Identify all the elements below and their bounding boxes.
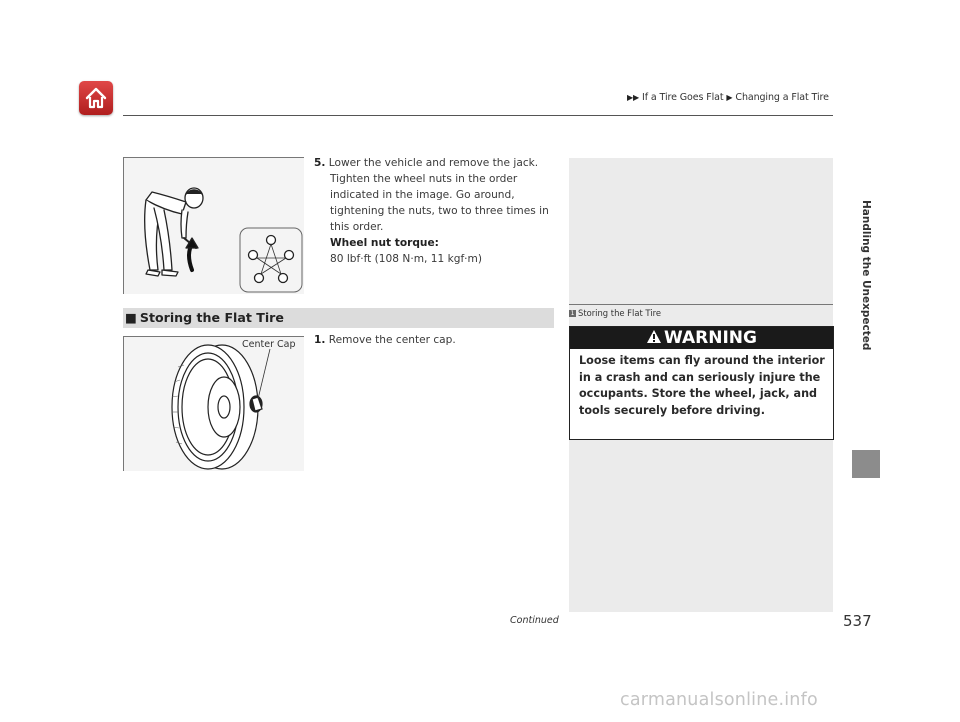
step-5-number: 5. [314, 157, 326, 169]
section-heading [123, 308, 554, 328]
continued-label: Continued [510, 615, 559, 626]
step-1 [314, 334, 456, 346]
warning-header [570, 327, 833, 349]
side-tab-text: Handling the Unexpected [860, 200, 872, 351]
page-number: 537 [843, 612, 872, 630]
spare-tire-illustration [123, 336, 304, 471]
breadcrumb [627, 92, 829, 103]
step-1-number: 1. [314, 334, 326, 346]
side-tab-label [858, 200, 872, 430]
note-rule [569, 304, 833, 305]
step-5 [314, 155, 554, 267]
breadcrumb-item-flat-tire[interactable]: If a Tire Goes Flat [642, 92, 724, 103]
wheel-nut-illustration [123, 157, 304, 294]
header-rule [123, 115, 833, 116]
warning-icon [646, 329, 662, 344]
home-icon [84, 86, 108, 110]
breadcrumb-item-changing[interactable]: Changing a Flat Tire [735, 92, 829, 103]
section-title: Storing the Flat Tire [139, 310, 284, 325]
breadcrumb-arrow-icon: ▶ [726, 93, 733, 102]
torque-label: Wheel nut torque: [330, 237, 439, 249]
step-5-text: Lower the vehicle and remove the jack. Tighten the wheel nuts in the order indicated in the image. Go around, tightening the nuts, two to three times in this order. [328, 157, 549, 233]
step-1-text: Remove the center cap. [328, 334, 456, 346]
home-button[interactable] [79, 81, 113, 115]
person-tightening-nuts-icon [124, 158, 304, 294]
note-title-text: Storing the Flat Tire [578, 308, 662, 318]
note-title[interactable] [569, 308, 661, 318]
watermark: carmanualsonline.info [620, 690, 818, 710]
warning-text: Loose items can fly around the interior in a crash and can seriously injure the occupants. Store the wheel, jack, and tools securely before driving. [579, 354, 825, 417]
torque-value: 80 lbf·ft (108 N·m, 11 kgf·m) [330, 253, 483, 265]
warning-heading: WARNING [664, 328, 757, 348]
breadcrumb-separator: ▶▶ [627, 93, 640, 102]
section-marker-icon: ■ [125, 310, 137, 325]
warning-box [569, 326, 834, 440]
tire-icon [124, 337, 304, 471]
side-tab-marker[interactable] [852, 450, 880, 478]
note-marker: 1 [570, 310, 575, 317]
center-cap-callout: Center Cap [242, 339, 296, 350]
